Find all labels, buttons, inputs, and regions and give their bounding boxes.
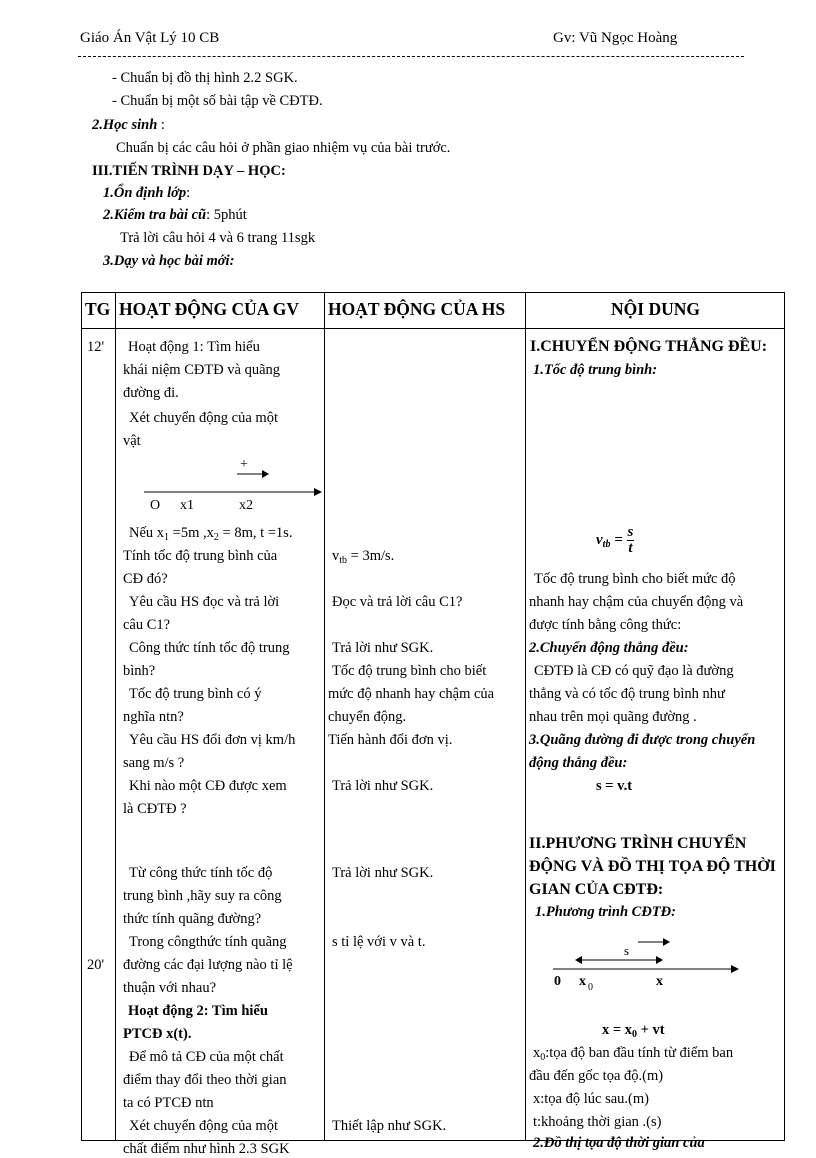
nd-subsection-1-2: 2.Chuyển động thẳng đều:: [529, 640, 689, 656]
header-hs: HOẠT ĐỘNG CỦA HS: [325, 293, 526, 329]
x0-label: x: [579, 974, 586, 989]
x-axis-head: [314, 488, 322, 496]
nd-line: nhanh hay chậm của chuyển động và: [529, 594, 744, 610]
gv-line: thuận với nhau?: [123, 980, 217, 996]
header-gv: HOẠT ĐỘNG CỦA GV: [116, 293, 325, 329]
nd-x0-def-cont: đầu đến gốc tọa độ.(m): [529, 1068, 664, 1084]
nd-section-2-line2: ĐỘNG VÀ ĐỒ THỊ TỌA ĐỘ THỜI: [529, 858, 776, 875]
nd-section-2-line1: II.PHƯƠNG TRÌNH CHUYỂN: [529, 835, 747, 852]
nd-line: CĐTĐ là CĐ có quỹ đạo là đường: [534, 663, 734, 679]
lesson-table: [81, 292, 785, 1157]
hs-line: Trả lời như SGK.: [332, 865, 434, 881]
origin-label: O: [150, 498, 161, 513]
hs-line: Tiến hành đổi đơn vị.: [328, 732, 453, 748]
nd-formula-x: $x = x_0$ + vt: [602, 1022, 665, 1040]
gv-line: câu C1?: [123, 617, 171, 633]
gv-line: Trong côngthức tính quãng: [129, 934, 287, 950]
hs-vtb: $v_{tb} = 3m/s$.: [332, 548, 395, 566]
gv-cell: [116, 329, 325, 1157]
hs-line: Thiết lập như SGK.: [332, 1118, 447, 1134]
gv-activity-2-line2: PTCĐ x(t).: [123, 1026, 192, 1042]
gv-line: ta có PTCĐ ntn: [123, 1095, 214, 1111]
students-text: Chuẩn bị các câu hỏi ở phần giao nhiệm vụ của bài trước.: [116, 140, 451, 156]
header-left: Giáo Án Vật Lý 10 CB: [80, 30, 220, 46]
nd-subsection-1-1: 1.Tốc độ trung bình:: [533, 362, 658, 378]
nd-line: thẳng và có tốc độ trung bình như: [529, 686, 725, 702]
velocity-arrow-head: [262, 470, 269, 478]
x2-label: x2: [239, 498, 253, 513]
gv-line: Xét chuyển động của một: [129, 410, 278, 426]
axis-diagram-1: [144, 429, 324, 519]
hs-cell: [325, 329, 526, 1141]
gv-line: CĐ đó?: [123, 571, 168, 587]
hs-line: chuyển động.: [328, 709, 407, 725]
header-tg: TG: [82, 293, 116, 329]
tg-12: 12': [87, 339, 105, 355]
gv-activity-2-title: Hoạt động 2: Tìm hiểu: [128, 1003, 268, 1019]
origin-label: 0: [554, 974, 561, 989]
hs-line: mức độ nhanh hay chậm của: [328, 686, 495, 702]
header-divider: [78, 56, 744, 57]
gv-line: nghĩa ntn?: [123, 709, 184, 725]
nd-cut-line: 2.Đồ thị tọa độ thời gian của: [533, 1135, 705, 1151]
nd-cell: [526, 329, 785, 1151]
gv-line: Từ công thức tính tốc độ: [129, 865, 273, 881]
gv-line: Tính tốc độ trung bình của: [123, 548, 278, 564]
s-label: s: [624, 943, 630, 958]
gv-line: Khi nào một CĐ được xem: [129, 778, 287, 794]
nd-x-def: x:tọa độ lúc sau.(m): [533, 1091, 649, 1107]
gv-line: là CĐTĐ ?: [123, 801, 187, 817]
prep-line-1: - Chuẩn bị đồ thị hình 2.2 SGK.: [112, 70, 298, 86]
nd-line: Tốc độ trung bình cho biết mức độ: [534, 571, 736, 587]
gv-line: đường các đại lượng nào tỉ lệ: [123, 957, 293, 973]
gv-line: Tốc độ trung bình có ý: [129, 686, 262, 702]
x1-label: x1: [180, 498, 194, 513]
axis-diagram-2: [548, 929, 748, 999]
distance-arrow-left-head: [575, 956, 582, 964]
section-3-heading: III.TIẾN TRÌNH DẠY – HỌC:: [92, 163, 286, 179]
hs-line: Đọc và trả lời câu C1?: [332, 594, 463, 610]
gv-question: Nếu $x_1 =5m$ $,x_2 = 8m$, t =1s.: [129, 525, 293, 543]
gv-line: điểm thay đổi theo thời gian: [123, 1072, 287, 1088]
nd-line: được tính bằng công thức:: [529, 617, 682, 633]
step-3: 3.Dạy và học bài mới:: [103, 253, 235, 269]
x-label: x: [656, 974, 663, 989]
step-1: 1.Ổn định lớp:: [103, 185, 191, 201]
step-2: 2.Kiểm tra bài cũ: 5phút: [103, 207, 247, 223]
header-nd: NỘI DUNG: [526, 293, 785, 329]
nd-line: nhau trên mọi quãng đường .: [529, 709, 697, 725]
nd-section-1: I.CHUYỂN ĐỘNG THẲNG ĐỀU:: [530, 338, 768, 355]
nd-vtb-formula: $v_{tb}$ = $\frac{s}{t}$: [596, 524, 634, 556]
nd-section-2-line3: GIAN CỦA CĐTĐ:: [529, 881, 664, 898]
gv-line: Xét chuyển động của một: [129, 1118, 278, 1134]
tg-20: 20': [87, 957, 105, 973]
tg-cell: [82, 329, 116, 1141]
gv-activity-1-title: Hoạt động 1: Tìm hiểu: [128, 339, 260, 355]
gv-line: Yêu cầu HS đọc và trả lời: [129, 594, 280, 610]
hs-line: Tốc độ trung bình cho biết: [332, 663, 487, 679]
table-body-row: [82, 329, 785, 1141]
gv-line: bình?: [123, 663, 156, 679]
nd-subsection-2-1: 1.Phương trình CĐTĐ:: [535, 904, 676, 920]
gv-line: chất điểm như hình 2.3 SGK: [123, 1141, 290, 1157]
nd-t-def: t:khoảng thời gian .(s): [533, 1114, 662, 1130]
distance-arrow-right-head: [656, 956, 663, 964]
nd-subsection-1-3: 3.Quãng đường đi được trong chuyển: [529, 732, 756, 748]
prep-line-2: - Chuẩn bị một số bài tập về CĐTĐ.: [112, 93, 323, 109]
nd-subsection-1-3-cont: động thẳng đều:: [529, 755, 628, 771]
gv-line: Để mô tả CĐ của một chất: [129, 1049, 284, 1065]
gv-line: thức tính quãng đường?: [123, 911, 262, 927]
gv-line: Yêu cầu HS đổi đơn vị km/h: [129, 732, 296, 748]
gv-activity-1-line2: khái niệm CĐTĐ và quãng: [123, 362, 281, 378]
gv-line: sang m/s ?: [123, 755, 185, 771]
x0-subscript: 0: [588, 982, 593, 993]
gv-line: vật: [123, 433, 141, 449]
students-heading: 2.Học sinh :: [92, 117, 165, 133]
hs-line: Trả lời như SGK.: [332, 778, 434, 794]
header-right: Gv: Vũ Ngọc Hoàng: [553, 30, 678, 46]
gv-line: Công thức tính tốc độ trung: [129, 640, 290, 656]
hs-line: s tỉ lệ với v và t.: [332, 934, 426, 950]
nd-x0-def: $x_0:tọa$ độ ban đầu tính từ điểm ban: [533, 1045, 734, 1063]
hs-line: Trả lời như SGK.: [332, 640, 434, 656]
step-2-text: Trả lời câu hỏi 4 và 6 trang 11sgk: [120, 230, 316, 246]
gv-line: trung bình ,hãy suy ra công: [123, 888, 282, 904]
x-axis-head: [731, 965, 739, 973]
plus-label: +: [240, 457, 248, 472]
table-header-row: [82, 293, 785, 329]
gv-activity-1-line3: đường đi.: [123, 385, 179, 401]
velocity-arrow-head: [663, 938, 670, 946]
nd-formula-s: s = v.t: [596, 778, 633, 794]
